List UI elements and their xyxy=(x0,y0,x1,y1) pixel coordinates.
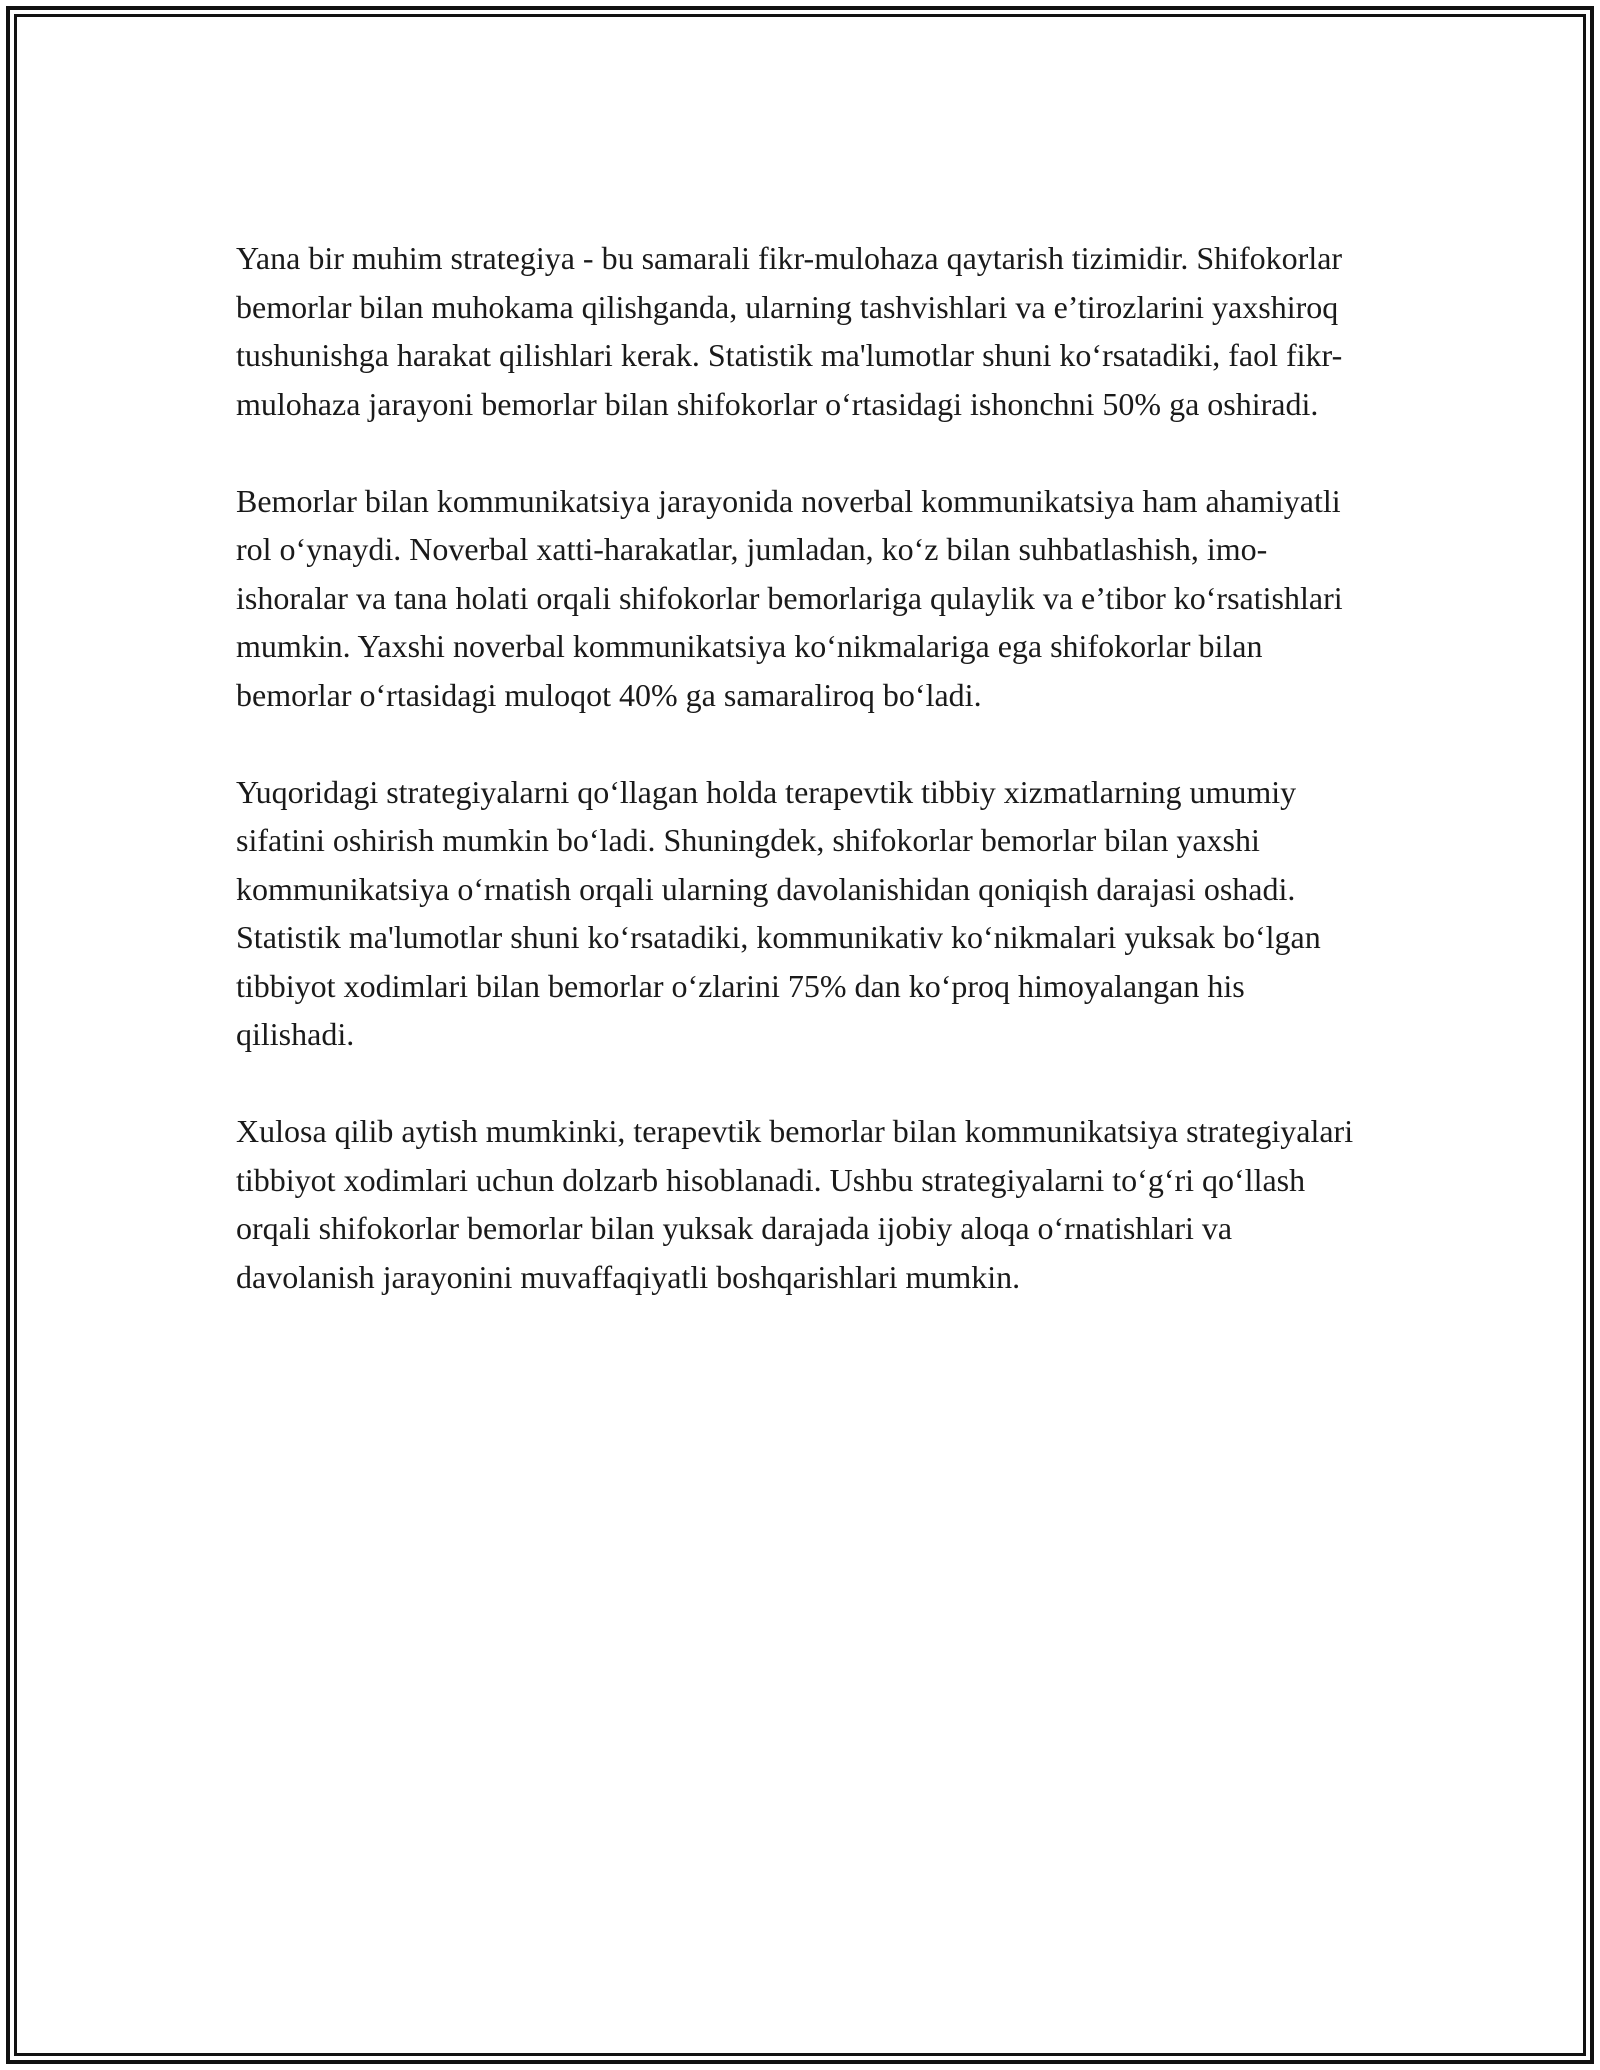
paragraph-feedback: Yana bir muhim strategiya - bu samarali fikr-mulohaza qaytarish tizimidir. Shifokorlar bemorlar bilan muhokama qilishganda, ularning tashvishlari va e’tirozlarini yaxshiroq tushunishga harakat qilishlari kerak. Statistik ma'lumotlar shuni ko‘rsatadiki, faol fikr-mulohaza jarayoni bemorlar bilan shifokorlar o‘rtasidagi ishonchni 50% ga oshiradi. xyxy=(236,240,1343,422)
paragraph-quality: Yuqoridagi strategiyalarni qo‘llagan holda terapevtik tibbiy xizmatlarning umumiy sifatini oshirish mumkin bo‘ladi. Shuningdek, shifokorlar bemorlar bilan yaxshi kommunikatsiya o‘rnatish orqali ularning davolanishidan qoniqish darajasi oshadi. Statistik ma'lumotlar shuni ko‘rsatadiki, kommunikativ ko‘nikmalari yuksak bo‘lgan tibbiyot xodimlari bilan bemorlar o‘zlarini 75% dan ko‘proq himoyalangan his qilishadi. xyxy=(236,773,1321,1052)
document-body xyxy=(236,234,1366,1301)
paragraph-conclusion: Xulosa qilib aytish mumkinki, terapevtik bemorlar bilan kommunikatsiya strategiyalari tibbiyot xodimlari uchun dolzarb hisoblanadi. Ushbu strategiyalarni to‘g‘ri qo‘llash orqali shifokorlar bemorlar bilan yuksak darajada ijobiy aloqa o‘rnatishlari va davolanish jarayonini muvaffaqiyatli boshqarishlari mumkin. xyxy=(236,1113,1354,1295)
paragraph-nonverbal: Bemorlar bilan kommunikatsiya jarayonida noverbal kommunikatsiya ham ahamiyatli rol o‘ynaydi. Noverbal xatti-harakatlar, jumladan, ko‘z bilan suhbatlashish, imo-ishoralar va tana holati orqali shifokorlar bemorlariga qulaylik va e’tibor ko‘rsatishlari mumkin. Yaxshi noverbal kommunikatsiya ko‘nikmalariga ega shifokorlar bilan bemorlar o‘rtasidagi muloqot 40% ga samaraliroq bo‘ladi. xyxy=(236,482,1343,713)
